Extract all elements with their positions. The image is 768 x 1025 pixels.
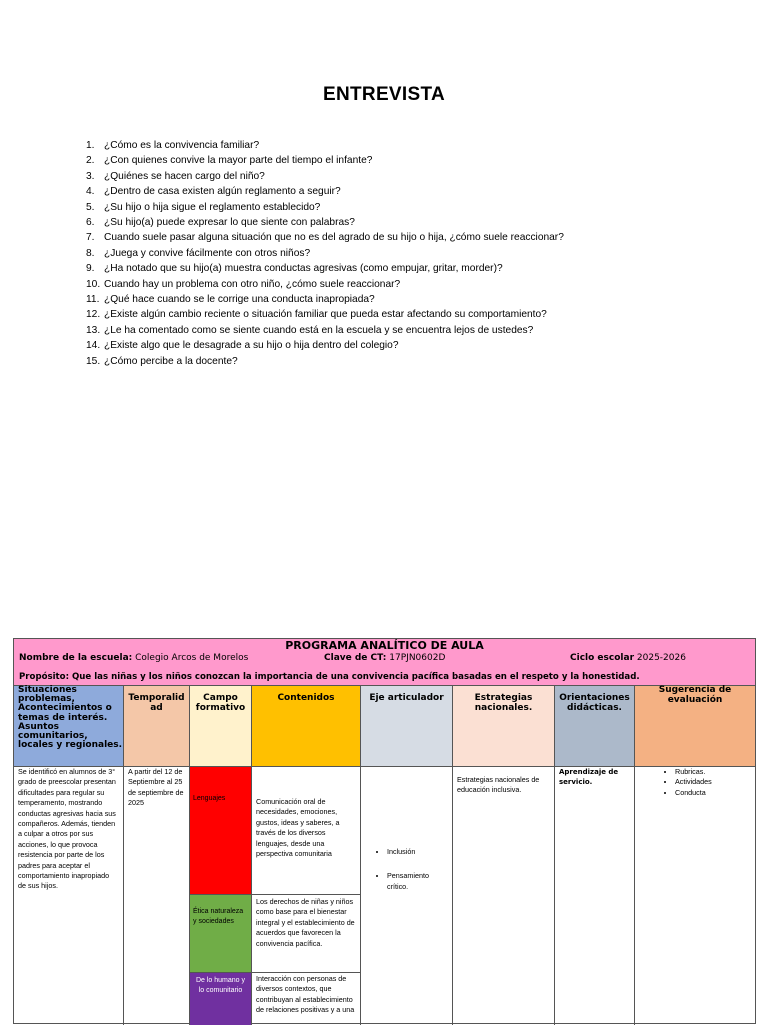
field-name: Lenguajes bbox=[193, 795, 226, 802]
evaluation-item: • Actividades bbox=[675, 777, 751, 787]
question-number: 9. bbox=[86, 263, 95, 275]
header-orientations: Orientaciones didácticas. bbox=[555, 686, 635, 767]
field-name: Ética naturaleza y sociedades bbox=[193, 908, 244, 925]
question-item bbox=[86, 277, 564, 292]
question-item bbox=[86, 200, 564, 215]
school-label: Nombre de la escuela: bbox=[19, 653, 133, 663]
axis-cell bbox=[361, 767, 453, 1025]
situation-cell: Se identificó en alumnos de 3° grado de preescolar presentan dificultades para regular su temperamento, mostrando conductas agresivas hacia sus compañeros. Además, tienden a culpar a otros por sus acciones, lo que provoca resistencia por parte de los padres para aceptar el comportamiento inapropiado de sus hijos. bbox=[14, 767, 124, 1025]
question-number: 11. bbox=[86, 294, 100, 306]
school-name bbox=[19, 653, 248, 663]
question-text: ¿Ha notado que su hijo(a) muestra conductas agresivas (como empujar, gritar, morder)? bbox=[104, 263, 503, 275]
question-number: 6. bbox=[86, 217, 95, 229]
question-item bbox=[86, 169, 564, 184]
question-item bbox=[86, 153, 564, 168]
content-humano: Interacción con personas de diversos contextos, que contribuyan al establecimiento de relaciones positivas y a una bbox=[252, 973, 361, 1025]
field-lenguajes bbox=[190, 767, 252, 895]
temporality-cell: A partir del 12 de Septiembre al 25 de septiembre de 2025 bbox=[124, 767, 190, 1025]
school-value: Colegio Arcos de Morelos bbox=[135, 653, 249, 663]
question-item bbox=[86, 184, 564, 199]
header-evaluation: Sugerencia de evaluación bbox=[635, 686, 755, 767]
question-item bbox=[86, 215, 564, 230]
evaluation-cell bbox=[635, 767, 755, 1025]
question-number: 5. bbox=[86, 201, 95, 213]
question-item bbox=[86, 246, 564, 261]
question-text: ¿Su hijo o hija sigue el reglamento establecido? bbox=[104, 201, 321, 213]
cycle-label: Ciclo escolar bbox=[570, 653, 635, 663]
question-number: 13. bbox=[86, 324, 101, 336]
header-situations: Situaciones problemas, Acontecimientos o temas de interés. Asuntos comunitarios, locales y regionales. bbox=[14, 686, 124, 767]
evaluation-item: • Rubricas. bbox=[675, 767, 751, 777]
question-text: ¿Dentro de casa existen algún reglamento a seguir? bbox=[104, 186, 341, 198]
question-item bbox=[86, 138, 564, 153]
header-field: Campo formativo bbox=[190, 686, 252, 767]
question-number: 8. bbox=[86, 247, 95, 259]
evaluation-list bbox=[639, 767, 751, 798]
question-number: 3. bbox=[86, 170, 95, 182]
school-cycle bbox=[570, 653, 686, 663]
question-text: ¿Cómo es la convivencia familiar? bbox=[104, 140, 260, 151]
axis-item: • Inclusión bbox=[387, 847, 448, 857]
ct-value: 17PJN0602D bbox=[389, 653, 446, 663]
question-text: Cuando suele pasar alguna situación que no es del agrado de su hijo o hija, ¿cómo suele reaccionar? bbox=[104, 232, 564, 244]
header-axis: Eje articulador bbox=[361, 686, 453, 767]
question-text: ¿Juega y convive fácilmente con otros niños? bbox=[104, 247, 311, 259]
program-title: PROGRAMA ANALÍTICO DE AULA bbox=[285, 639, 484, 652]
question-text: ¿Cómo percibe a la docente? bbox=[104, 355, 238, 367]
field-name: De lo humano y lo comunitario bbox=[195, 977, 246, 994]
field-humano bbox=[190, 973, 252, 1025]
question-number: 4. bbox=[86, 186, 95, 198]
question-number: 2. bbox=[86, 155, 95, 167]
ct-code bbox=[324, 653, 445, 663]
axis-list bbox=[365, 847, 448, 892]
question-item bbox=[86, 230, 564, 245]
question-text: ¿Con quienes convive la mayor parte del tiempo el infante? bbox=[104, 155, 373, 167]
question-item bbox=[86, 354, 564, 369]
cycle-value: 2025-2026 bbox=[636, 653, 686, 663]
field-etica bbox=[190, 895, 252, 973]
evaluation-item: • Conducta bbox=[675, 788, 751, 798]
header-contents: Contenidos bbox=[252, 686, 361, 767]
question-item bbox=[86, 292, 564, 307]
question-number: 15. bbox=[86, 355, 101, 367]
program-header bbox=[14, 639, 755, 686]
header-strategies: Estrategias nacionales. bbox=[453, 686, 555, 767]
axis-item: • Pensamiento crítico. bbox=[387, 871, 448, 892]
question-text: ¿Qué hace cuando se le corrige una conducta inapropiada? bbox=[104, 294, 375, 306]
orientation-cell: Aprendizaje de servicio. bbox=[555, 767, 635, 1025]
strategy-cell: Estrategias nacionales de educación inclusiva. bbox=[453, 767, 555, 1025]
program-table bbox=[13, 638, 756, 1024]
page-title: ENTREVISTA bbox=[323, 84, 445, 105]
question-text: ¿Existe algún cambio reciente o situación familiar que pueda estar afectando su comportamiento? bbox=[104, 309, 547, 321]
header-temporality: Temporalid ad bbox=[124, 686, 190, 767]
question-item bbox=[86, 261, 564, 276]
question-item bbox=[86, 338, 564, 353]
question-text: ¿Su hijo(a) puede expresar lo que siente con palabras? bbox=[104, 217, 355, 229]
question-number: 12. bbox=[86, 309, 101, 321]
content-lenguajes: Comunicación oral de necesidades, emociones, gustos, ideas y saberes, a través de los diversos lenguajes, desde una perspectiva comunitaria bbox=[252, 767, 361, 895]
purpose: Propósito: Que las niñas y los niños conozcan la importancia de una convivencia pacífica basadas en el respeto y la honestidad. bbox=[19, 672, 640, 682]
question-number: 10. bbox=[86, 278, 101, 290]
question-item bbox=[86, 323, 564, 338]
question-text: Cuando hay un problema con otro niño, ¿cómo suele reaccionar? bbox=[104, 278, 401, 290]
content-etica: Los derechos de niñas y niños como base para el bienestar integral y el establecimiento de acuerdos que favorecen la convivencia pacífica. bbox=[252, 895, 361, 973]
question-text: ¿Le ha comentado como se siente cuando está en la escuela y se encuentra lejos de ustedes? bbox=[104, 324, 534, 336]
question-number: 1. bbox=[86, 140, 95, 151]
ct-label: Clave de CT: bbox=[324, 653, 387, 663]
question-text: ¿Existe algo que le desagrade a su hijo o hija dentro del colegio? bbox=[104, 340, 399, 352]
question-text: ¿Quiénes se hacen cargo del niño? bbox=[104, 170, 265, 182]
question-number: 14. bbox=[86, 340, 101, 352]
question-item bbox=[86, 307, 564, 322]
question-list bbox=[86, 138, 564, 369]
question-number: 7. bbox=[86, 232, 95, 244]
